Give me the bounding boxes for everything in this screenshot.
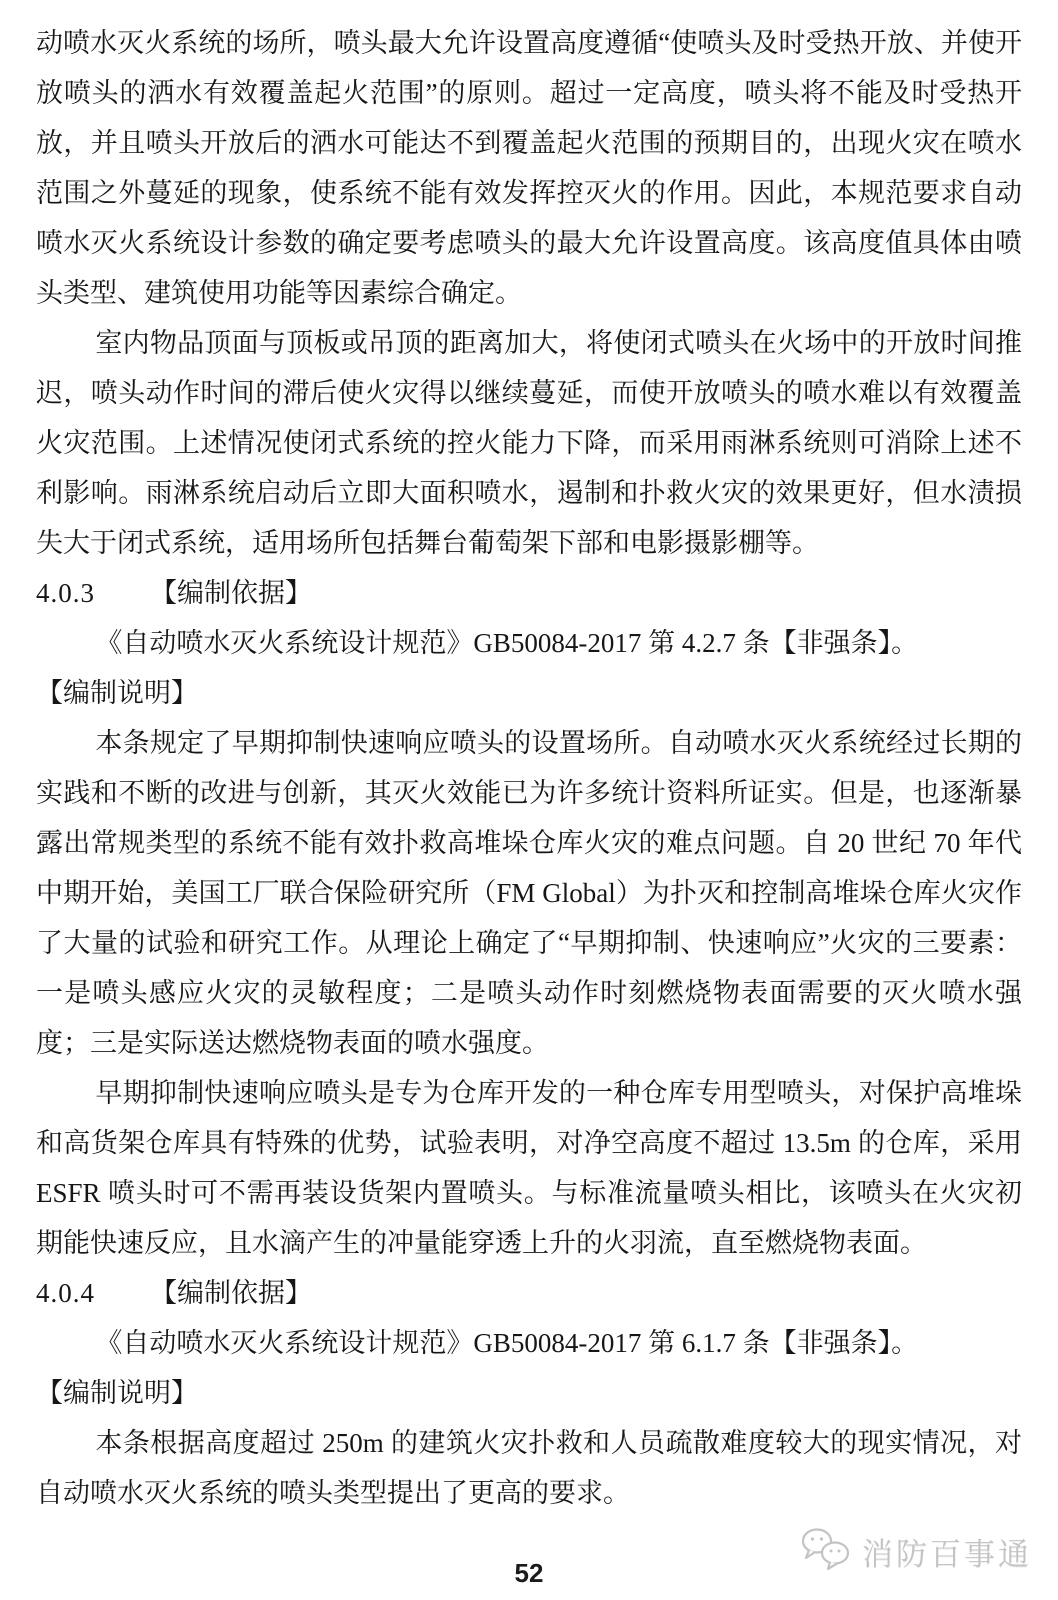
- paragraph-text: 《自动喷水灭火系统设计规范》GB50084-2017 第 4.2.7 条【非强条】。: [95, 628, 919, 658]
- paragraph-esfr-background: [36, 718, 1022, 1068]
- basis-reference-6-1-7: [36, 1318, 1022, 1368]
- paragraph-text: 本条规定了早期抑制快速响应喷头的设置场所。自动喷水灭火系统经过长期的实践和不断的改进与创新，其灭火效能已为许多统计资料所证实。但是，也逐渐暴露出常规类型的系统不能有效扑救高堆垛仓库火灾的难点问题。自 20 世纪 70 年代中期开始，美国工厂联合保险研究所（FM Global）为扑灭和控制高堆垛仓库火灾作了大量的试验和研究工作。从理论上确定了“早期抑制、快速响应”火灾的三要素：一是喷头感应火灾的灵敏程度；二是喷头动作时刻燃烧物表面需要的灭火喷水强度；三是实际送达燃烧物表面的喷水强度。: [36, 728, 1022, 1058]
- watermark: [800, 1527, 1032, 1576]
- paragraph-text: 本条根据高度超过 250m 的建筑火灾扑救和人员疏散难度较大的现实情况，对自动喷水灭火系统的喷头类型提出了更高的要求。: [36, 1428, 1022, 1508]
- page-number: 52: [514, 1558, 544, 1588]
- clause-4-0-4-basis-heading: [36, 1268, 1022, 1318]
- paragraph-text: 【编制说明】: [36, 678, 198, 708]
- document-body: [36, 18, 1022, 1518]
- clause-4-0-3-basis-heading: [36, 568, 1022, 618]
- paragraph-esfr-features: [36, 1068, 1022, 1268]
- paragraph-text: 【编制依据】: [150, 1278, 312, 1308]
- watermark-text: 消防百事通: [862, 1537, 1032, 1572]
- paragraph-text: 【编制说明】: [36, 1378, 198, 1408]
- paragraph-text: 【编制依据】: [150, 578, 312, 608]
- paragraph-sprinkler-max-height: [36, 18, 1022, 318]
- paragraph-250m-requirement: [36, 1418, 1022, 1518]
- paragraph-text: 动喷水灭火系统的场所，喷头最大允许设置高度遵循“使喷头及时受热开放、并使开放喷头的洒水有效覆盖起火范围”的原则。超过一定高度，喷头将不能及时受热开放，并且喷头开放后的洒水可能达不到覆盖起火范围的预期目的，出现火灾在喷水范围之外蔓延的现象，使系统不能有效发挥控灭火的作用。因此，本规范要求自动喷水灭火系统设计参数的确定要考虑喷头的最大允许设置高度。该高度值具体由喷头类型、建筑使用功能等因素综合确定。: [36, 28, 1022, 308]
- clause-number: 4.0.3: [36, 578, 95, 608]
- explanation-label-4-0-4: [36, 1368, 1022, 1418]
- paragraph-text: 早期抑制快速响应喷头是专为仓库开发的一种仓库专用型喷头，对保护高堆垛和高货架仓库具有特殊的优势，试验表明，对净空高度不超过 13.5m 的仓库，采用 ESFR 喷头时可不需再装设货架内置喷头。与标准流量喷头相比，该喷头在火灾初期能快速反应，且水滴产生的冲量能穿透上升的火羽流，直至燃烧物表面。: [36, 1078, 1022, 1258]
- clause-number: 4.0.4: [36, 1278, 95, 1308]
- paragraph-text: 《自动喷水灭火系统设计规范》GB50084-2017 第 6.1.7 条【非强条】。: [95, 1328, 919, 1358]
- paragraph-deluge-system: [36, 318, 1022, 568]
- basis-reference-4-2-7: [36, 618, 1022, 668]
- explanation-label-4-0-3: [36, 668, 1022, 718]
- wechat-chat-bubbles-icon: [800, 1527, 854, 1576]
- paragraph-text: 室内物品顶面与顶板或吊顶的距离加大，将使闭式喷头在火场中的开放时间推迟，喷头动作时间的滞后使火灾得以继续蔓延，而使开放喷头的喷水难以有效覆盖火灾范围。上述情况使闭式系统的控火能力下降，而采用雨淋系统则可消除上述不利影响。雨淋系统启动后立即大面积喷水，遏制和扑救火灾的效果更好，但水渍损失大于闭式系统，适用场所包括舞台葡萄架下部和电影摄影棚等。: [36, 328, 1022, 558]
